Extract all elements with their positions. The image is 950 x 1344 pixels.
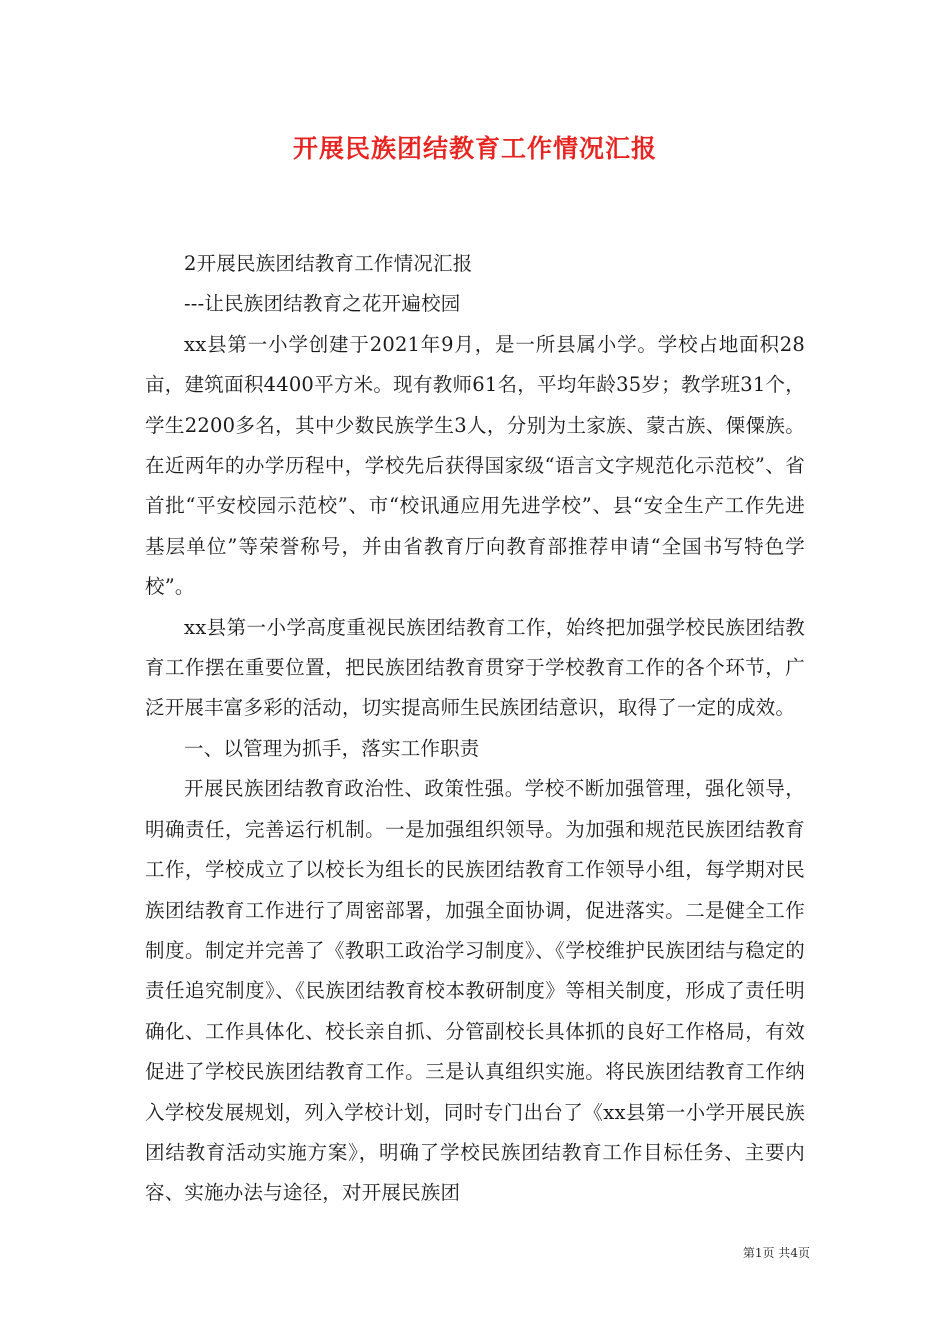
section-heading-1: 一、以管理为抓手，落实工作职责: [184, 736, 480, 760]
paragraph-subtitle-1: 2开展民族团结教育工作情况汇报: [184, 252, 473, 275]
page-footer: 第1页 共4页: [742, 1246, 810, 1260]
document-body: [145, 244, 805, 1214]
document-title: 开展民族团结教育工作情况汇报: [292, 134, 657, 163]
paragraph-school-intro: xx县第一小学创建于2021年9月，是一所县属小学。学校占地面积28亩，建筑面积4400平方米。现有教师61名，平均年龄35岁；教学班31个，学生2200多名，其中少数民族学生3人，分别为土家族、蒙古族、傈僳族。在近两年的办学历程中，学校先后获得国家级“语言文字规范化示范校”、省首批“平安校园示范校”、市“校讯通应用先进学校”、县“安全生产工作先进基层单位”等荣誉称号，并由省教育厅向教育部推荐申请“全国书写特色学校”。: [145, 332, 805, 599]
paragraph-management: 开展民族团结教育政治性、政策性强。学校不断加强管理，强化领导，明确责任，完善运行机制。一是加强组织领导。为加强和规范民族团结教育工作，学校成立了以校长为组长的民族团结教育工作领导小组，每学期对民族团结教育工作进行了周密部署，加强全面协调，促进落实。二是健全工作制度。制定并完善了《教职工政治学习制度》、《学校维护民族团结与稳定的责任追究制度》、《民族团结教育校本教研制度》等相关制度，形成了责任明确化、工作具体化、校长亲自抓、分管副校长具体抓的良好工作格局，有效促进了学校民族团结教育工作。三是认真组织实施。将民族团结教育工作纳入学校发展规划，列入学校计划，同时专门出台了《xx县第一小学开展民族团结教育活动实施方案》，明确了学校民族团结教育工作目标任务、主要内容、实施办法与途径，对开展民族团: [145, 777, 805, 1205]
paragraph-importance: xx县第一小学高度重视民族团结教育工作，始终把加强学校民族团结教育工作摆在重要位置，把民族团结教育贯穿于学校教育工作的各个环节，广泛开展丰富多彩的活动，切实提高师生民族团结意识，取得了一定的成效。: [145, 615, 805, 720]
paragraph-subtitle-2: ---让民族团结教育之花开遍校园: [184, 292, 461, 316]
